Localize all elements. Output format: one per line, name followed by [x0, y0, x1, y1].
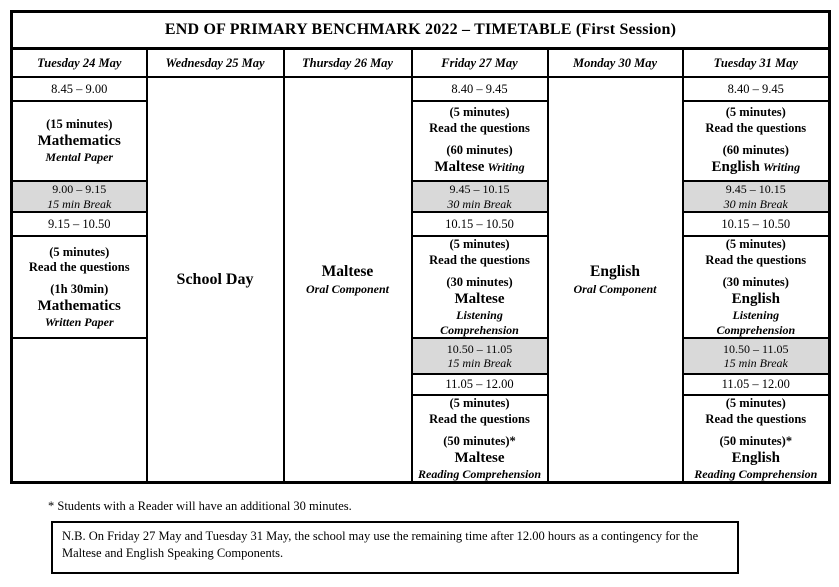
cell-tue24-session1	[12, 101, 147, 181]
session-subject: Maltese	[434, 159, 485, 176]
nb-note-box	[51, 521, 739, 574]
english-oral-subject: English	[590, 263, 640, 281]
session-type-line2: Comprehension	[716, 322, 796, 337]
read-duration: (5 minutes)	[449, 237, 510, 252]
read-duration: (5 minutes)	[49, 244, 110, 259]
nb-note-text: N.B. On Friday 27 May and Tuesday 31 May, the school may use the remaining time after 12.00 hours as a contingency for the Maltese and English Speaking Components.	[62, 529, 699, 561]
session-type: Mental Paper	[45, 150, 114, 165]
break-label: 30 min Break	[723, 196, 788, 211]
cell-tue24-time1: 8.45 – 9.00	[12, 77, 147, 101]
school-day-label: School Day	[176, 270, 254, 288]
session-type-line1: Listening	[456, 308, 503, 323]
cell-fri27-session1	[412, 101, 548, 181]
day-header-wed25: Wednesday 25 May	[147, 49, 284, 78]
cell-fri27-time1: 8.40 – 9.45	[412, 77, 548, 101]
session-subject: Mathematics	[37, 133, 121, 150]
session-type: Reading Comprehension	[417, 467, 542, 481]
read-duration: (5 minutes)	[725, 396, 786, 411]
break-label: 15 min Break	[723, 356, 788, 371]
cell-fri27-session2	[412, 236, 548, 338]
break-time: 9.45 – 10.15	[449, 182, 510, 196]
break-label: 15 min Break	[47, 196, 112, 211]
cell-tue24-time2: 9.15 – 10.50	[12, 212, 147, 236]
session-type-line1: Listening	[732, 308, 780, 323]
cell-tue31-session1	[683, 101, 830, 181]
session-type: Writing	[487, 160, 525, 175]
cell-tue31-break1	[683, 181, 830, 212]
read-duration: (5 minutes)	[449, 105, 510, 120]
day-header-mon30: Monday 30 May	[548, 49, 683, 78]
cell-tue31-time1: 8.40 – 9.45	[683, 77, 830, 101]
page-title: END OF PRIMARY BENCHMARK 2022 – TIMETABLE (First Session)	[12, 12, 830, 49]
cell-tue24-break1	[12, 181, 147, 212]
break-label: 30 min Break	[447, 196, 512, 211]
maltese-oral-subject: Maltese	[321, 263, 374, 281]
cell-fri27-time2: 10.15 – 10.50	[412, 212, 548, 236]
break-time: 9.45 – 10.15	[725, 182, 786, 196]
read-label: Read the questions	[429, 411, 530, 426]
cell-wed25-school-day	[147, 77, 284, 483]
cell-tue24-empty	[12, 338, 147, 483]
read-duration: (5 minutes)	[449, 396, 510, 411]
session-duration: (15 minutes)	[46, 117, 113, 132]
session-duration: (1h 30min)	[50, 282, 109, 297]
reader-footnote: * Students with a Reader will have an additional 30 minutes.	[48, 499, 352, 514]
session-subject: Mathematics	[37, 298, 121, 315]
cell-fri27-session3	[412, 395, 548, 483]
cell-thu26-maltese-oral	[284, 77, 412, 483]
session-duration: (50 minutes)*	[719, 433, 793, 448]
session-subject-line	[684, 158, 829, 176]
read-label: Read the questions	[705, 411, 807, 426]
read-label: Read the questions	[28, 259, 130, 274]
break-time: 10.50 – 11.05	[723, 341, 789, 356]
cell-mon30-english-oral	[548, 77, 683, 483]
cell-tue31-time2: 10.15 – 10.50	[683, 212, 830, 236]
break-label: 15 min Break	[447, 356, 512, 371]
session-type-line2: Comprehension	[440, 322, 519, 337]
read-label: Read the questions	[429, 252, 530, 267]
read-duration: (5 minutes)	[725, 105, 786, 120]
session-duration: (50 minutes)*	[443, 433, 516, 448]
maltese-oral-type: Oral Component	[305, 281, 389, 296]
session-subject: English	[731, 291, 780, 308]
break-time: 10.50 – 11.05	[446, 341, 513, 356]
cell-fri27-break2	[412, 338, 548, 374]
session-duration: (30 minutes)	[722, 274, 789, 289]
read-label: Read the questions	[705, 120, 807, 135]
day-header-fri27: Friday 27 May	[412, 49, 548, 78]
cell-tue31-session2	[683, 236, 830, 338]
session-type: Reading Comprehension	[694, 467, 818, 481]
day-header-tue31: Tuesday 31 May	[683, 49, 830, 78]
read-label: Read the questions	[705, 252, 807, 267]
day-header-thu26: Thursday 26 May	[284, 49, 412, 78]
read-duration: (5 minutes)	[725, 237, 786, 252]
cell-fri27-break1	[412, 181, 548, 212]
session-subject-line	[413, 158, 547, 176]
session-duration: (60 minutes)	[722, 142, 789, 157]
cell-tue24-session2	[12, 236, 147, 338]
session-type: Written Paper	[44, 315, 114, 330]
english-oral-type: Oral Component	[573, 281, 657, 296]
session-type: Writing	[762, 160, 801, 175]
session-subject: English	[731, 450, 780, 466]
session-subject: Maltese	[454, 450, 505, 466]
read-label: Read the questions	[429, 120, 530, 135]
cell-tue31-time3: 11.05 – 12.00	[683, 374, 830, 395]
timetable-table	[10, 10, 831, 484]
session-subject: English	[711, 159, 760, 176]
cell-fri27-time3: 11.05 – 12.00	[412, 374, 548, 395]
session-duration: (60 minutes)	[446, 142, 513, 157]
session-duration: (30 minutes)	[446, 274, 513, 289]
session-subject: Maltese	[454, 291, 505, 308]
day-header-tue24: Tuesday 24 May	[12, 49, 147, 78]
break-time: 9.00 – 9.15	[52, 182, 107, 196]
cell-tue31-break2	[683, 338, 830, 374]
cell-tue31-session3	[683, 395, 830, 483]
